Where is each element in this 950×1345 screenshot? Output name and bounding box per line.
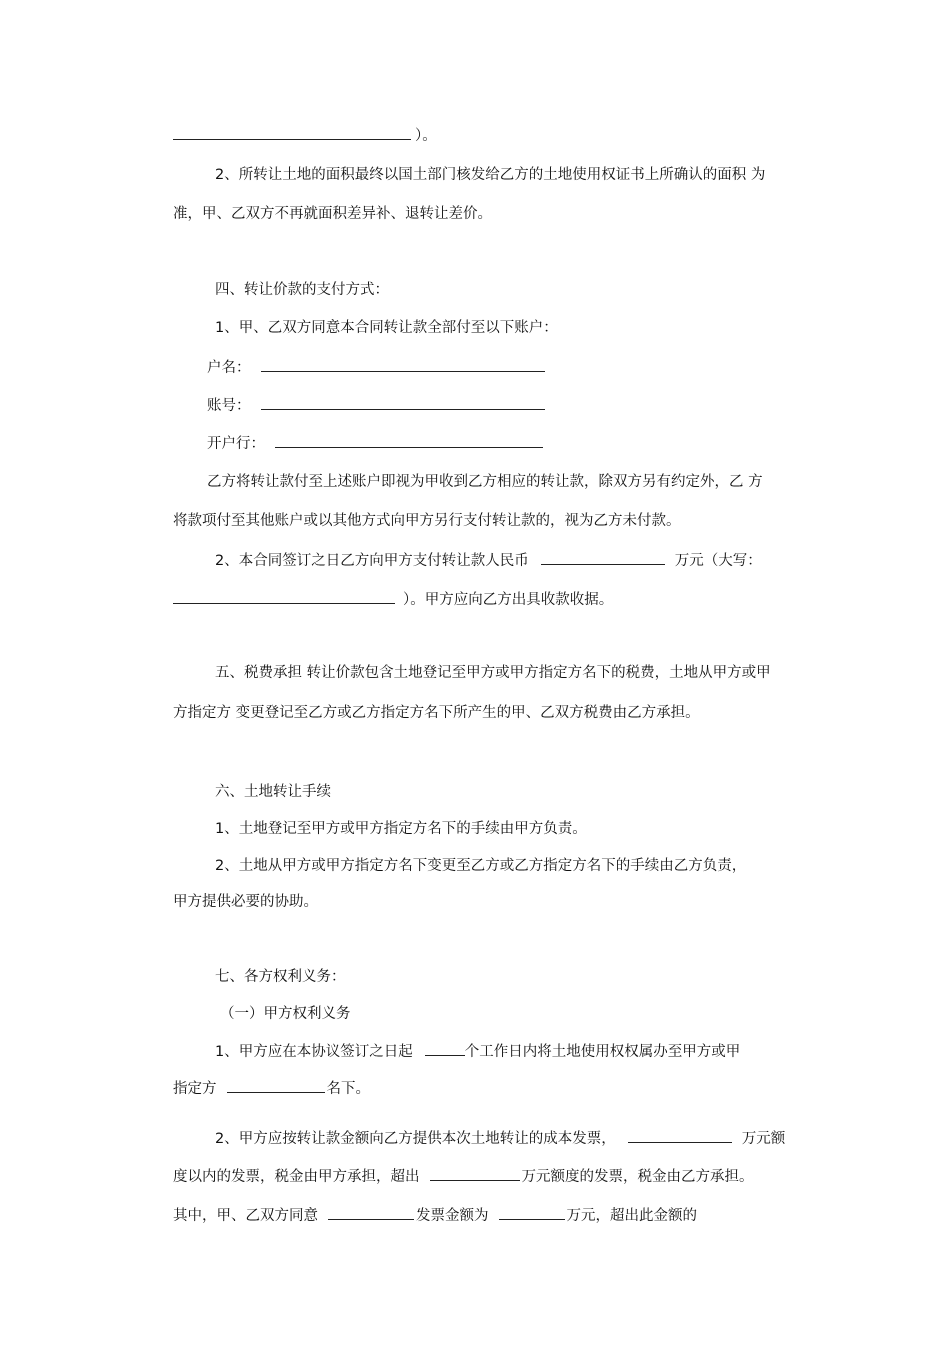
text-fragment: 指定方 [173, 1081, 217, 1097]
text-line [207, 357, 549, 378]
blank-line [328, 1205, 414, 1220]
text-line [173, 1205, 697, 1226]
text-line: 将款项付至其他账户或以其他方式向甲方另行支付转让款的，视为乙方未付款。 [173, 513, 681, 529]
text-line: 2、所转让土地的面积最终以国土部门核发给乙方的土地使用权证书上所确认的面积 为 [215, 167, 766, 183]
blank-line [173, 125, 411, 140]
text-fragment: ）。 [415, 128, 437, 144]
text-line [215, 550, 762, 571]
text-line [215, 1041, 740, 1062]
section-heading: 七、各方权利义务： [215, 969, 346, 985]
text-fragment: 万元额 [741, 1131, 786, 1147]
text-line: 方指定方 变更登记至乙方或乙方指定方名下所产生的甲、乙双方税费由乙方承担。 [173, 705, 700, 721]
text-line [207, 433, 547, 454]
text-fragment: 个工作日内将土地使用权权属办至甲方或甲 [464, 1044, 741, 1060]
blank-line [227, 1078, 325, 1093]
text-fragment: 发票金额为 [416, 1208, 489, 1224]
blank-line [541, 550, 665, 565]
blank-line [261, 357, 545, 372]
blank-line [499, 1205, 565, 1220]
text-fragment: 名下。 [326, 1081, 370, 1097]
field-label: 户名： [207, 360, 251, 376]
text-line: 准，甲、乙双方不再就面积差异补、退转让差价。 [173, 206, 492, 222]
text-fragment: 万元，超出此金额的 [566, 1208, 697, 1224]
text-fragment: ）。甲方应向乙方出具收款收据。 [403, 592, 614, 608]
text-line: 2、土地从甲方或甲方指定方名下变更至乙方或乙方指定方名下的手续由乙方负责， [215, 858, 747, 874]
text-fragment: 其中，甲、乙双方同意 [173, 1208, 318, 1224]
blank-line [430, 1166, 520, 1181]
text-line [207, 395, 549, 416]
section-heading: 六、土地转让手续 [215, 784, 331, 800]
text-line [173, 1078, 370, 1099]
blank-line [628, 1128, 732, 1143]
text-fragment: 1、甲方应在本协议签订之日起 [215, 1044, 413, 1060]
blank-line [275, 433, 543, 448]
text-line: 乙方将转让款付至上述账户即视为甲收到乙方相应的转让款，除双方另有约定外，乙 方 [207, 474, 763, 490]
text-fragment: 度以内的发票，税金由甲方承担，超出 [173, 1169, 420, 1185]
text-fragment: 万元（大写： [674, 553, 762, 569]
blank-line [425, 1041, 465, 1056]
text-fragment: 万元额度的发票，税金由乙方承担。 [521, 1169, 754, 1185]
text-line: 五、税费承担 转让价款包含土地登记至甲方或甲方指定方名下的税费，土地从甲方或甲 [215, 665, 771, 681]
blank-line [261, 395, 545, 410]
field-label: 开户行： [207, 436, 265, 452]
subsection-heading: （一）甲方权利义务 [220, 1006, 351, 1022]
text-line: 甲方提供必要的协助。 [173, 894, 318, 910]
text-fragment: 2、甲方应按转让款金额向乙方提供本次土地转让的成本发票， [215, 1131, 616, 1147]
text-line: 1、土地登记至甲方或甲方指定方名下的手续由甲方负责。 [215, 821, 587, 837]
text-fragment: 2、本合同签订之日乙方向甲方支付转让款人民币 [215, 553, 529, 569]
blank-line [173, 589, 395, 604]
text-line [173, 589, 613, 610]
field-label: 账号： [207, 398, 251, 414]
text-line: 1、甲、乙双方同意本合同转让款全部付至以下账户： [215, 320, 558, 336]
section-heading: 四、转让价款的支付方式： [215, 282, 389, 298]
text-line [173, 1166, 754, 1187]
text-line [173, 125, 437, 146]
text-line [215, 1128, 785, 1149]
